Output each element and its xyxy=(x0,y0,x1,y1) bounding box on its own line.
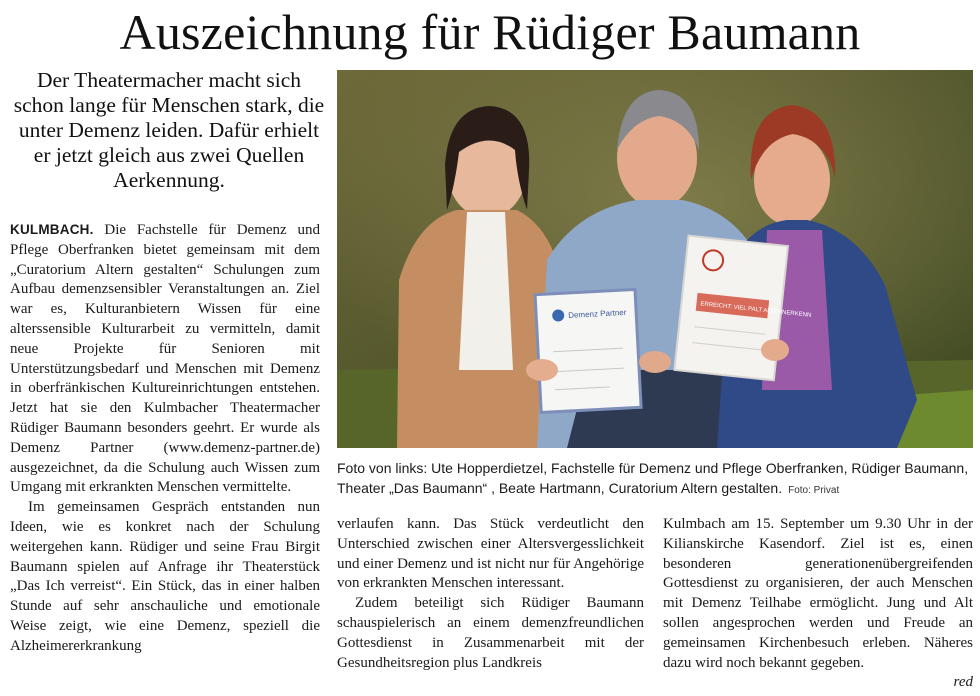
dateline: KULMBACH. xyxy=(10,222,94,237)
article-paragraph xyxy=(10,220,320,498)
article-column-3 xyxy=(663,515,973,693)
photo-credit: Foto: Privat xyxy=(788,485,840,496)
article-paragraph: Kulmbach am 15. September um 9.30 Uhr in der Kilianskirche Kasendorf. Ziel ist es, einen besonderen generationenübergreifenden Gottesdienst zu organisieren, der auch Menschen mit Demenz Teilhabe ermöglicht. Jung und Alt sollen angesprochen werden und Freude an gemeinsamen Kirchenbesuch erleben. Näheres dazu wird noch bekannt gegeben. xyxy=(663,516,973,671)
caption-text: Foto von links: Ute Hopperdietzel, Fachstelle für Demenz und Pflege Oberfranken, Rüdiger Baumann, Theater „Das Baumann“ , Beate Hartmann, Curatorium Altern gestalten. xyxy=(337,460,969,496)
article-lead: Der Theatermacher macht sich schon lange für Menschen stark, die unter Demenz leiden. Dafür erhielt er jetzt gleich aus zwei Quellen Aerkennung. xyxy=(13,68,325,192)
article-signature: red xyxy=(953,674,973,691)
paragraph-text: Die Fachstelle für Demenz und Pflege Oberfranken bietet gemeinsam mit dem „Curatorium Altern gestalten“ Schulungen zum Aufbau demenzsensibler Veranstaltungen an. Ziel war es, Kulturanbietern Wissen für eine alterssensible Kulturarbeit zu vermitteln, damit neue Projekte für Senioren mit Unterstützungsbedarf und Menschen mit Demenz in oberfränkischen Kultureinrichtungen entstehen. Jetzt hat sie den Kulmbacher Theatermacher Rüdiger Baumann besonders geehrt. Er wurde als Demenz Partner (www.demenz-partner.de) ausgezeichnet, da die Schulung auch Wissen zum Umgang mit erkrankten Menschen vermittelte. xyxy=(10,222,321,496)
article-paragraph: Zudem beteiligt sich Rüdiger Baumann schauspielerisch an einem demenzfreundlichen Gottesdienst in Zusammenarbeit mit der Gesundheitsregion plus Landkreis xyxy=(337,595,644,671)
article-photo xyxy=(337,70,973,448)
article-column-2 xyxy=(337,515,644,673)
article-paragraph: verlaufen kann. Das Stück verdeutlicht den Unterschied zwischen einer Altersvergesslichkeit und einer Demenz und ist nicht nur für Angehörige von erkrankten Menschen interessant. xyxy=(337,516,644,592)
photo-image xyxy=(337,70,973,448)
article-paragraph: Im gemeinsamen Gespräch entstanden nun Ideen, wie es konkret nach der Schulung weitergehen kann. Rüdiger und seine Frau Birgit Baumann spielen auf Anfrage ihr Theaterstück „Das Ich verreist“. Ein Stück, das in einer halben Stunde auf sehr anschauliche und emotionale Weise zeigt, wie eine Demenz, speziell die Alzheimererkrankung xyxy=(10,499,320,654)
photo-caption xyxy=(337,458,973,501)
certificate-logo-text: Demenz Partner xyxy=(567,307,627,320)
article-column-1 xyxy=(10,220,320,657)
certificate-stamp-text: ERREICHT: VIEL PALT ALTERNERKENN xyxy=(700,301,812,319)
article-headline: Auszeichnung für Rüdiger Baumann xyxy=(119,4,861,60)
